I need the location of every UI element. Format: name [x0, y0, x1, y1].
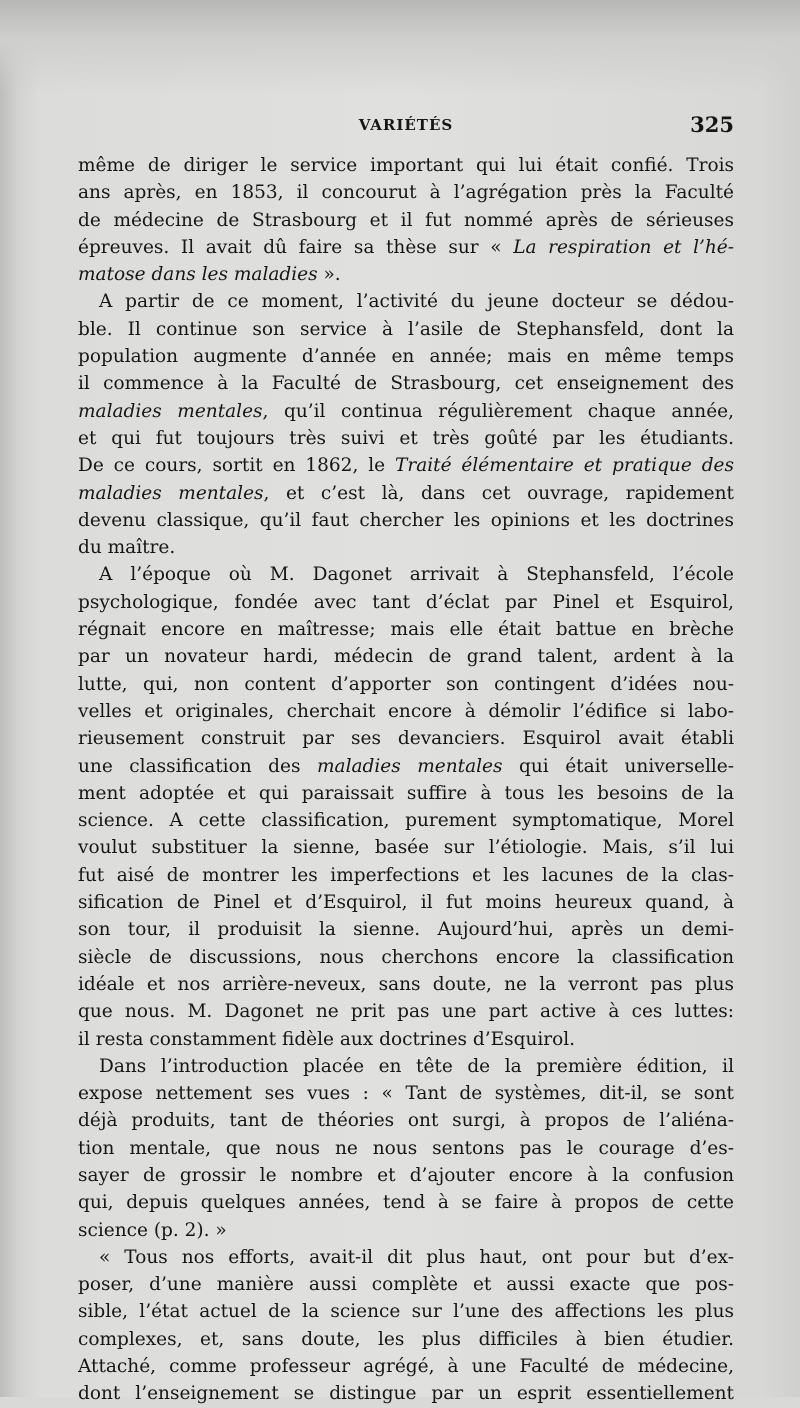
- running-head: VARIÉTÉS: [358, 116, 454, 134]
- text-line: même de diriger le service important qui lui était confié. Trois: [78, 155, 734, 176]
- text-line: une classification des maladies mentales qui était universelle-: [78, 755, 734, 777]
- body-text: [78, 152, 734, 1408]
- text-line: matose dans les maladies ».: [78, 264, 341, 286]
- text-line: fut aisé de montrer les imperfections et les lacunes de la clas-: [78, 864, 734, 886]
- text-line: ment adoptée et qui paraissait suffire à tous les besoins de la: [78, 782, 734, 804]
- text-line: de médecine de Strasbourg et il fut nommé après de sérieuses: [78, 209, 734, 231]
- text-line: psychologique, fondée avec tant d’éclat par Pinel et Esquirol,: [78, 591, 734, 613]
- text-line: Attaché, comme professeur agrégé, à une Faculté de médecine,: [78, 1356, 734, 1378]
- text-line: qui, depuis quelques années, tend à se faire à propos de cette: [78, 1192, 734, 1214]
- text-line: tion mentale, que nous ne nous sentons pas le courage d’es-: [78, 1137, 734, 1159]
- text-line: A partir de ce moment, l’activité du jeune docteur se dédou-: [99, 291, 734, 313]
- text-line: complexes, et, sans doute, les plus difficiles à bien étudier.: [78, 1328, 734, 1350]
- text-line: rieusement construit par ses devanciers. Esquirol avait établi: [78, 728, 734, 750]
- text-line: poser, d’une manière aussi complète et aussi exacte que pos-: [78, 1274, 734, 1296]
- text-line: Dans l’introduction placée en tête de la première édition, il: [99, 1055, 734, 1077]
- text-line: population augmente d’année en année; mais en même temps: [78, 346, 734, 368]
- text-line: déjà produits, tant de théories ont surgi, à propos de l’aliéna-: [78, 1110, 734, 1132]
- text-line: expose nettement ses vues : « Tant de systèmes, dit-il, se sont: [78, 1083, 734, 1105]
- text-line: sification de Pinel et d’Esquirol, il fut moins heureux quand, à: [78, 892, 734, 914]
- text-line: du maître.: [78, 537, 176, 559]
- text-line: maladies mentales, qu’il continua régulièrement chaque année,: [78, 400, 734, 422]
- text-line: siècle de discussions, nous cherchons encore la classification: [78, 946, 734, 968]
- page-header: [78, 112, 734, 142]
- text-line: et qui fut toujours très suivi et très goûté par les étudiants.: [78, 427, 734, 449]
- text-line: dont l’enseignement se distingue par un esprit essentiellement: [78, 1383, 734, 1405]
- text-line: il resta constamment fidèle aux doctrines d’Esquirol.: [78, 1028, 576, 1050]
- text-line: science. A cette classification, purement symptomatique, Morel: [78, 810, 734, 832]
- text-line: maladies mentales, et c’est là, dans cet ouvrage, rapidement: [78, 482, 734, 504]
- text-line: velles et originales, cherchait encore à démolir l’édifice si labo-: [78, 700, 734, 722]
- text-line: sible, l’état actuel de la science sur l’une des affections les plus: [78, 1301, 734, 1323]
- page-shadow: [0, 0, 800, 95]
- text-line: idéale et nos arrière-neveux, sans doute, ne la verront pas plus: [78, 973, 734, 995]
- text-line: lutte, qui, non content d’apporter son contingent d’idées nou-: [78, 673, 734, 695]
- text-line: par un novateur hardi, médecin de grand talent, ardent à la: [78, 646, 734, 668]
- page-number: 325: [690, 112, 734, 137]
- text-line: devenu classique, qu’il faut chercher les opinions et les doctrines: [78, 509, 734, 531]
- text-line: régnait encore en maîtresse; mais elle était battue en brèche: [78, 619, 734, 641]
- text-line: ble. Il continue son service à l’asile de Stephansfeld, dont la: [78, 318, 734, 340]
- text-line: De ce cours, sortit en 1862, le Traité élémentaire et pratique des: [78, 455, 734, 477]
- text-line: son tour, il produisit la sienne. Aujourd’hui, après un demi-: [78, 919, 734, 941]
- text-line: science (p. 2). »: [78, 1219, 227, 1241]
- text-line: que nous. M. Dagonet ne prit pas une part active à ces luttes:: [78, 1001, 734, 1023]
- text-line: voulut substituer la sienne, basée sur l’étiologie. Mais, s’il lui: [78, 837, 734, 859]
- text-line: épreuves. Il avait dû faire sa thèse sur « La respiration et l’hé-: [78, 236, 734, 258]
- text-line: « Tous nos efforts, avait-il dit plus haut, ont pour but d’ex-: [99, 1246, 734, 1268]
- text-line: ans après, en 1853, il concourut à l’agrégation près la Faculté: [78, 182, 734, 204]
- text-line: sayer de grossir le nombre et d’ajouter encore à la confusion: [78, 1164, 734, 1186]
- text-line: A l’époque où M. Dagonet arrivait à Stephansfeld, l’école: [99, 564, 734, 586]
- text-line: il commence à la Faculté de Strasbourg, cet enseignement des: [78, 373, 734, 395]
